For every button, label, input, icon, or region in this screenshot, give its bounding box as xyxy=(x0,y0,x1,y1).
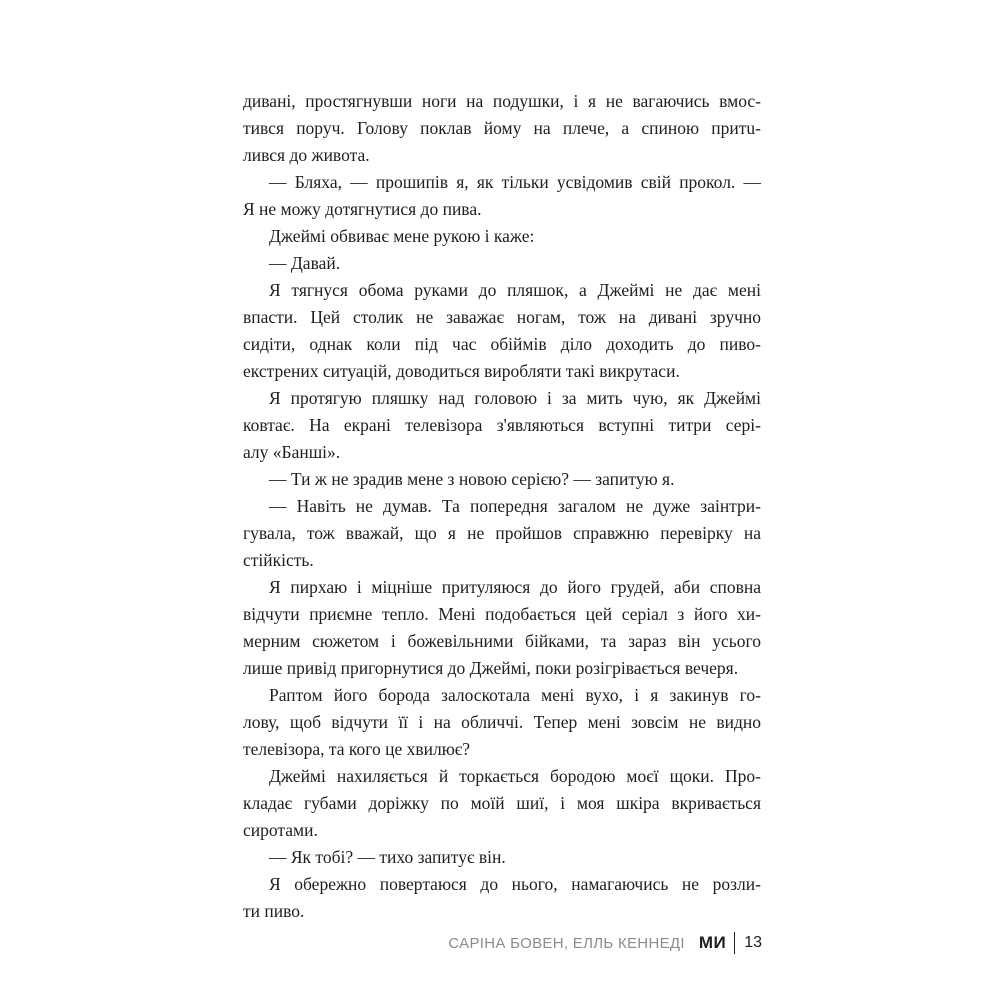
text-line: — Давай. xyxy=(269,253,341,273)
page-number: 13 xyxy=(744,934,762,951)
text-line: екстрених ситуацій, доводиться виробляти такі викрутаси. xyxy=(243,361,680,381)
footer-divider xyxy=(734,932,735,954)
text-line: мерним сюжетом і божевільними бійками, та зараз він усього xyxy=(243,631,761,651)
text-line: ковтає. На екрані телевізора з'являються вступні титри серi- xyxy=(243,415,761,435)
text-line: — Як тобі? — тихо запитує він. xyxy=(269,847,506,867)
text-line: дивані, простягнувши ноги на подушки, і я не вагаючись вмос- xyxy=(243,91,761,111)
text-line: гувала, тож вважай, що я не пройшов справжню перевірку на xyxy=(243,523,761,543)
text-line: Я протягую пляшку над головою і за мить чую, як Джеймі xyxy=(269,388,761,408)
text-line: Я тягнуся обома руками до пляшок, а Джеймі не дає мені xyxy=(269,280,761,300)
text-line: лився до живота. xyxy=(243,145,370,165)
running-footer xyxy=(448,930,762,956)
footer-book-title: МИ xyxy=(698,933,727,952)
text-line: — Ти ж не зрадив мене з новою серією? — запитую я. xyxy=(269,469,675,489)
footer-authors: САРІНА БОВЕН, ЕЛЛЬ КЕННЕДІ xyxy=(448,934,685,952)
text-line: тився поруч. Голову поклав йому на плече, а спиною притu- xyxy=(243,118,761,138)
text-line: лову, щоб відчути її і на обличчі. Тепер мені зовсім не видно xyxy=(243,712,761,732)
text-line: лише привід пригорнутися до Джеймі, поки розігрівається вечеря. xyxy=(243,658,739,678)
text-line: стійкість. xyxy=(243,550,314,570)
text-line: сиротами. xyxy=(243,820,318,840)
text-line: сидіти, однак коли під час обіймів діло доходить до пиво- xyxy=(243,334,761,354)
text-line: Я обережно повертаюся до нього, намагаючись не розли- xyxy=(269,874,761,894)
text-line: — Навіть не думав. Та попередня загалом не дуже заінтри- xyxy=(269,496,761,516)
text-line: Я не можу дотягнутися до пива. xyxy=(243,199,482,219)
text-line: впасти. Цей столик не заважає ногам, тож на дивані зручно xyxy=(243,307,761,327)
text-line: кладає губами доріжку по моїй шиї, і моя шкіра вкривається xyxy=(243,793,761,813)
text-line: телевізора, та кого це хвилює? xyxy=(243,739,471,759)
text-line: Я пирхаю і міцніше притуляюся до його грудей, аби сповна xyxy=(269,577,761,597)
text-line: Джеймі обвиває мене рукою і каже: xyxy=(269,226,535,246)
text-line: Джеймі нахиляється й торкається бородою моєї щоки. Про- xyxy=(269,766,761,786)
text-line: ти пиво. xyxy=(243,901,305,921)
text-line: — Бляха, — прошипів я, як тільки усвідомив свій прокол. — xyxy=(269,172,761,192)
text-line: Раптом його борода залоскотала мені вухо, і я закинув го- xyxy=(269,685,761,705)
text-line: алу «Банші». xyxy=(243,442,341,462)
body-text xyxy=(243,88,761,925)
text-line: відчути приємне тепло. Мені подобається цей серіал з його хи- xyxy=(243,604,761,624)
